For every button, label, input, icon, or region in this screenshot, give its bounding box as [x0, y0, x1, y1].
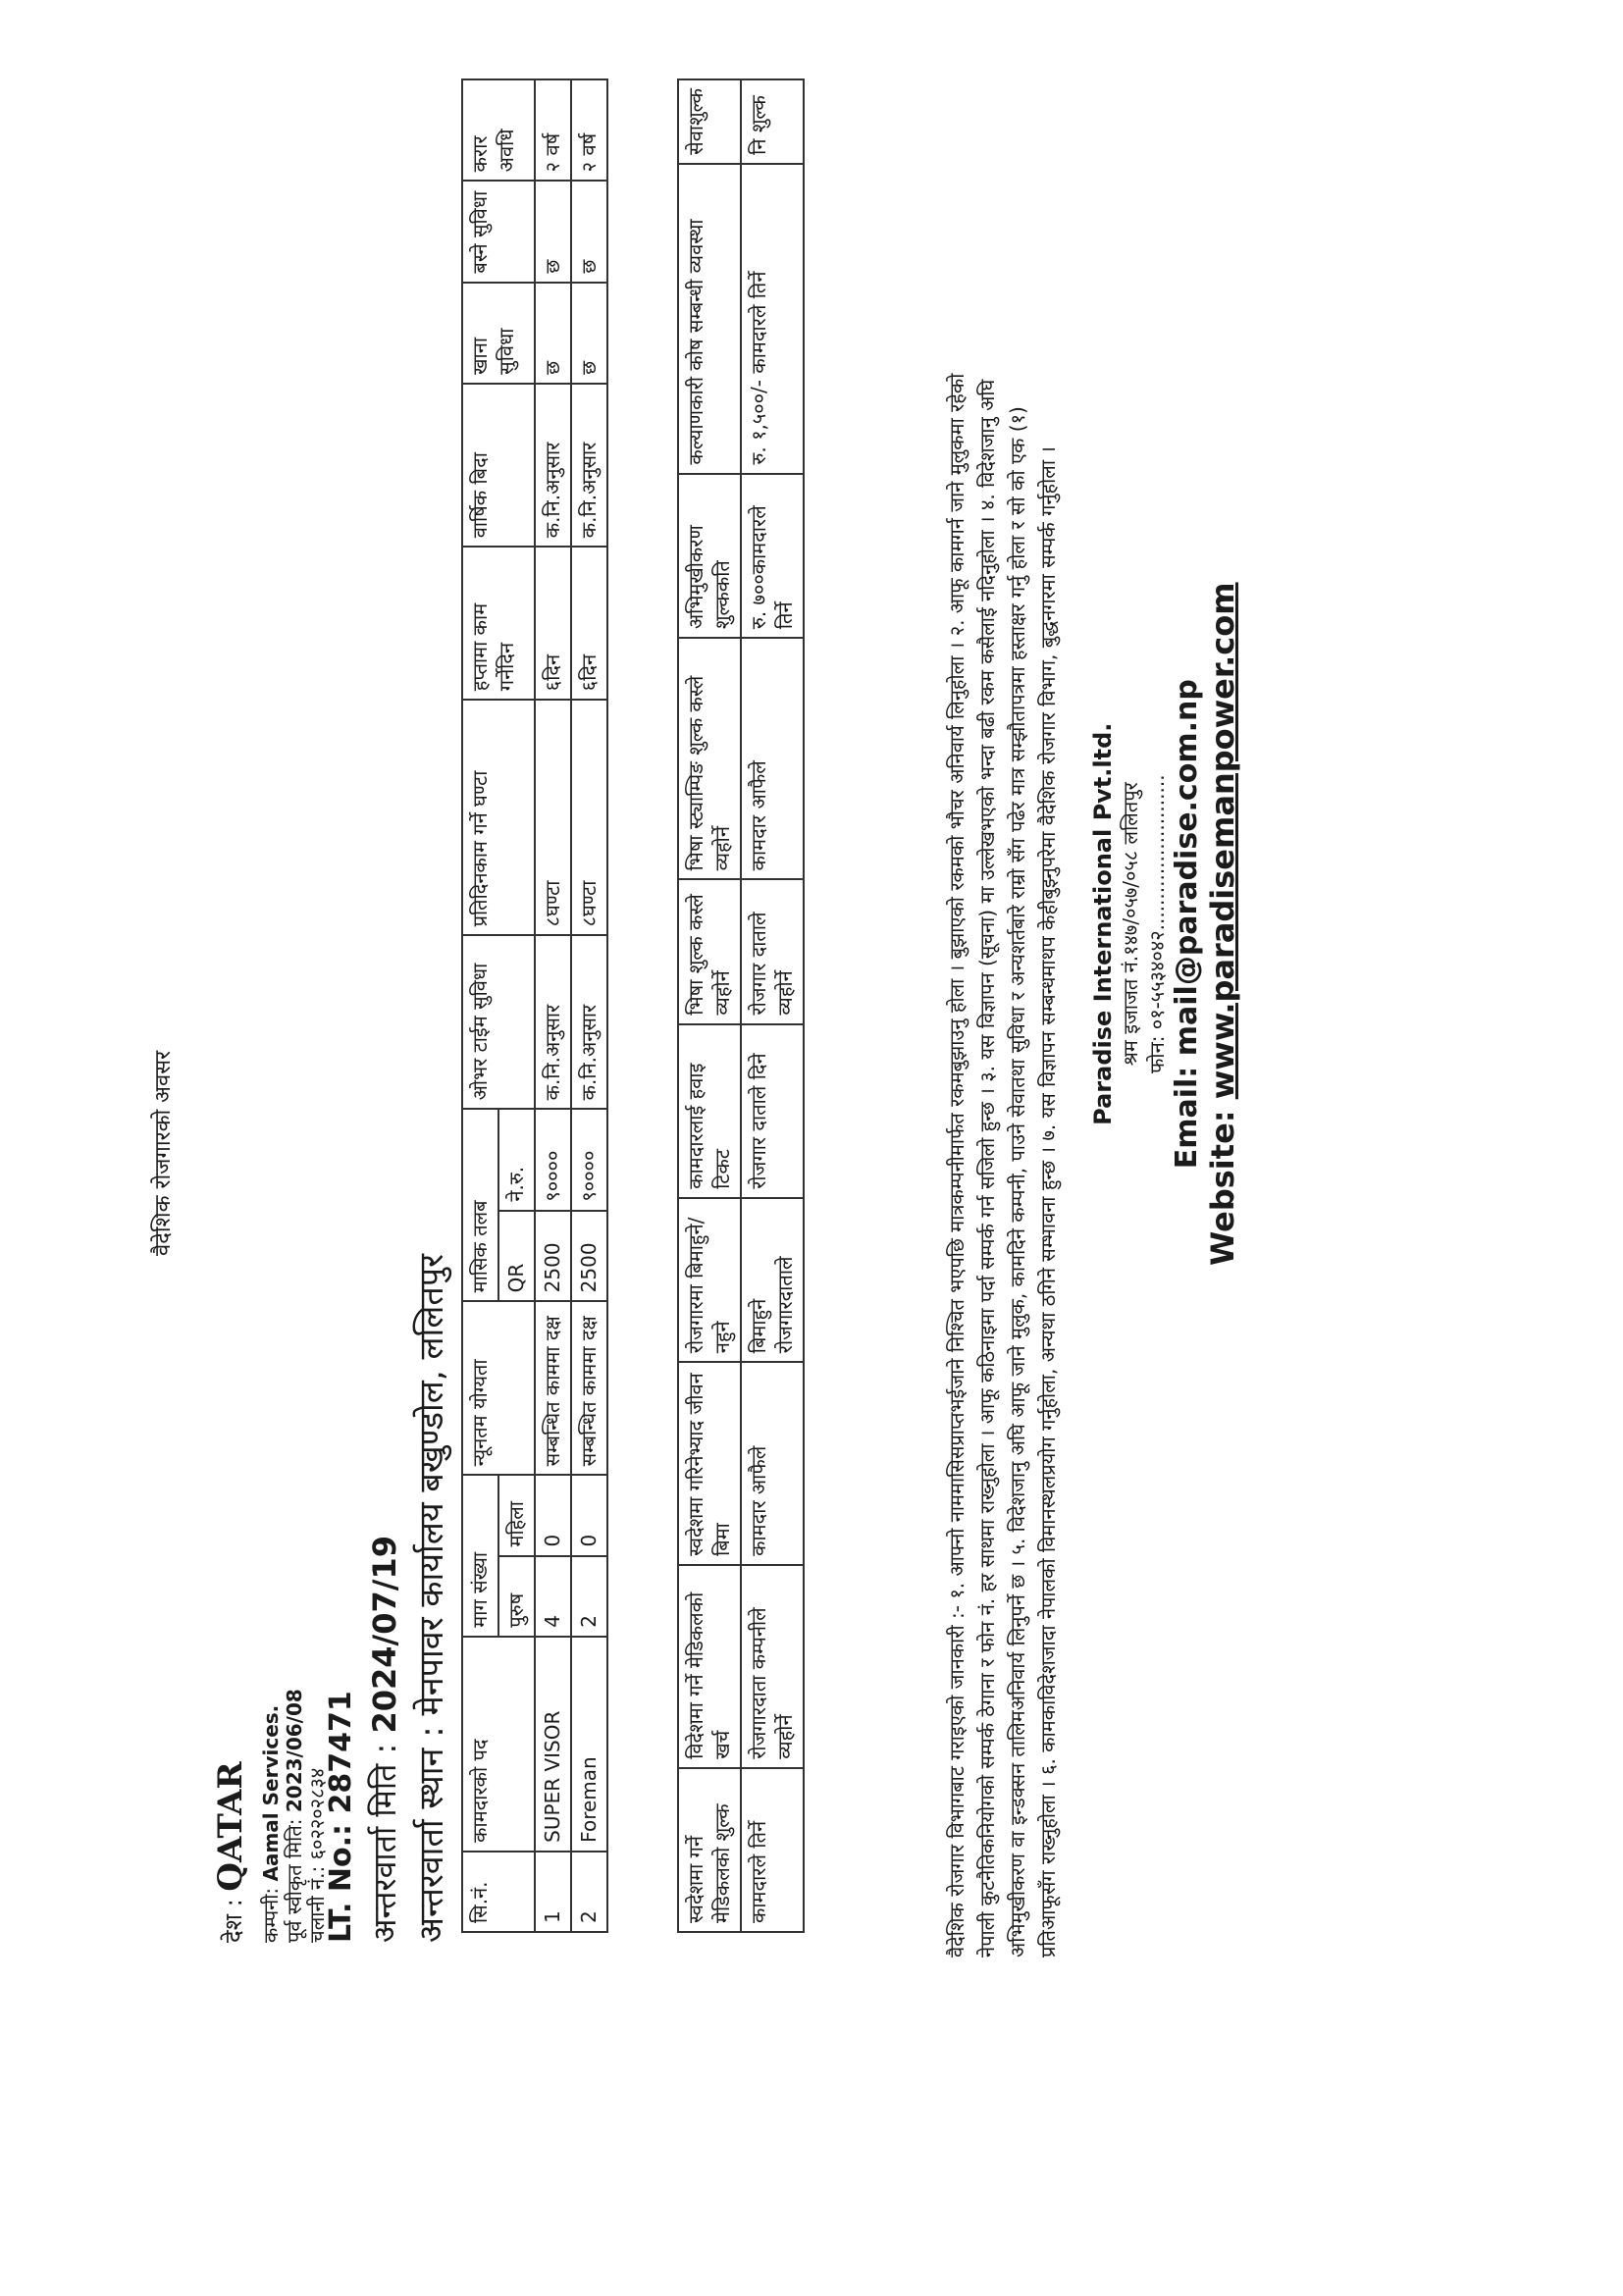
website-label: Website: — [1204, 1110, 1241, 1266]
cell-days: ६दिन — [571, 547, 607, 700]
chalani-label: चलानी नं.: — [305, 1865, 329, 1943]
cell-qualification: सम्बन्धित काममा दक्ष — [571, 1301, 607, 1475]
header-contract: करार अवधि — [462, 79, 535, 181]
fee-air-ticket: रोजगार दाताले दिने — [741, 1024, 804, 1198]
chalani-value: ६०२२०२८३४ — [305, 1767, 329, 1860]
fee-header-visa-stamping: भिषा स्ट्याम्पिङ शुल्क कस्ले व्यहोर्ने — [678, 638, 741, 879]
header-npr: ने.रु. — [498, 1109, 535, 1210]
jobs-table — [461, 78, 608, 1933]
email-address[interactable]: mail@paradise.com.np — [1170, 679, 1204, 1057]
fee-visa-stamping: कामदार आफैले — [741, 638, 804, 879]
cell-qr: 2500 — [571, 1211, 607, 1302]
header-male: पुरुष — [498, 1556, 535, 1637]
website-link[interactable]: www.paradisemanpower.com — [1204, 582, 1241, 1100]
country-line — [211, 1761, 250, 1943]
approval-date: 2023/06/08 — [283, 1689, 306, 1813]
header-post: कामदारको पद — [462, 1637, 535, 1852]
lt-label: LT. No.: — [324, 1823, 358, 1943]
email-line — [1170, 582, 1204, 1266]
fee-abroad-medical: रोजगारदाता कम्पनीले व्यहोर्ने — [741, 1565, 804, 1768]
header-demand: माग संख्या — [462, 1475, 498, 1636]
company-value: Aamal Services. — [259, 1704, 283, 1882]
cell-sn: 1 — [535, 1852, 571, 1932]
website-line — [1204, 582, 1241, 1266]
fee-header-air-ticket: कामदारलाई हवाइ टिकट — [678, 1024, 741, 1198]
header-salary: मासिक तलब — [462, 1109, 498, 1301]
cell-male: 2 — [571, 1556, 607, 1637]
cell-contract: २ वर्ष — [535, 79, 571, 181]
cell-leave: क.नि.अनुसार — [571, 384, 607, 547]
agency-name: Paradise International Pvt.ltd. — [1089, 722, 1117, 1125]
document-heading: वैदेशिक रोजगारको अवसर — [151, 1050, 176, 1256]
cell-food: छ — [571, 283, 607, 384]
cell-overtime: क.नि.अनुसार — [571, 935, 607, 1109]
lt-number-line — [324, 1691, 358, 1943]
cell-post: Foreman — [571, 1637, 607, 1852]
lt-value: 287471 — [324, 1691, 358, 1814]
cell-qr: 2500 — [535, 1211, 571, 1302]
license-number: श्रम इजाजत नं.१४७/०५७/०५८ ललितपुर — [1119, 782, 1142, 1067]
cell-hours: ८घण्टा — [535, 700, 571, 935]
fees-header-row — [678, 79, 741, 1932]
header-female: महिला — [498, 1475, 535, 1555]
fee-header-welfare-fund: कल्याणकारी कोष सम्बन्धी व्यवस्था — [678, 164, 741, 474]
cell-qualification: सम्बन्धित काममा दक्ष — [535, 1301, 571, 1475]
fee-job-insurance: बिमाहुने रोजगारदाताले — [741, 1198, 804, 1362]
header-food: खाना सुविधा — [462, 283, 535, 384]
country-value: QATAR — [211, 1761, 250, 1892]
header-qualification: न्यूनतम योग्यता — [462, 1301, 535, 1475]
fee-home-medical: कामदारले तिर्ने — [741, 1768, 804, 1932]
fee-header-orientation: अभिमुखीकरण शुल्ककति — [678, 474, 741, 639]
country-label: देश : — [220, 1899, 247, 1943]
phone-number: फोन: ०१-५५३४०४२......................... — [1145, 774, 1169, 1073]
cell-hours: ८घण्टा — [571, 700, 607, 935]
fee-header-abroad-medical: विदेशमा गर्ने मेडिकलको खर्च — [678, 1565, 741, 1768]
cell-overtime: क.नि.अनुसार — [535, 935, 571, 1109]
interview-place-label: अन्तरवार्ता स्थान : — [412, 1726, 451, 1943]
fee-header-life-insurance: स्वदेशमा गरिनेभ्याद जीवन बिमा — [678, 1362, 741, 1565]
fee-header-job-insurance: रोजगारमा बिमाहुने/नहुने — [678, 1198, 741, 1362]
header-overtime: ओभर टाईम सुविधा — [462, 935, 535, 1109]
header-accommodation: बस्ने सुविधा — [462, 181, 535, 282]
cell-npr: ९०००० — [571, 1109, 607, 1210]
fee-welfare-fund: रु. १,५००/- कामदारले तिर्ने — [741, 164, 804, 474]
fee-service-charge: नि शुल्क — [741, 79, 804, 164]
header-hours: प्रतिदिनकाम गर्ने घण्टा — [462, 700, 535, 935]
department-notice: वैदेशिक रोजगार विभागबाट गराइएको जानकारी :- १. आफ्नो नाममासिसप्राप्तभईजाने निश्चित भएपछि मात्रकम्पनीमार्फत रकमबुझाउनु होला । बुझाएको रकमको भौचर अनिवार्य लिनुहोला । २. आफू कामगर्न जाने मुलुकमा रहेको नेपाली कुटनैतिकनियोगको सम्पर्क ठेगाना र फोन नं. हर साथमा राख्नुहोला । आफू कठिनाइमा पर्दा सम्पर्क गर्न सजिलो हुन्छ । ३. यस विज्ञापन (सूचना) मा उल्लेखभएको भन्दा बढी रकम कसैलाई नदिनुहोला । ४. विदेशजानु अघि अभिमुखीकरण वा इन्डक्सन तालिमअनिवार्य लिनुपर्ने छ । ५. विदेशजानु अघि आफू जाने मुलुक, कामदिने कम्पनी, पाउने सेवातथा सुविधा र अन्यशर्तबारे राम्रो सँग पढेर मात्र सम्झौतापत्रमा हस्ताक्षर गर्नु होला र सो को एक (१) प्रतिआफूसँग राख्नुहोला । ६. कामकाविदेशजादा नेपालको विमानस्थलप्रयोग गर्नुहोला, अन्यथा ठगिने सम्भावना हुन्छ । ७. यस विज्ञापन सम्बन्धमाथप केहीबुझ्नुपरेमा वैदेशिक रोजगार विभाग, बुद्धनगरमा सम्पर्क गर्नुहोला । — [945, 373, 1060, 1957]
fee-header-home-medical: स्वदेशमा गर्ने मेडिकलको शुल्क — [678, 1768, 741, 1932]
table-row — [571, 79, 607, 1932]
interview-date-label: अन्तरवार्ता मिति : — [366, 1743, 403, 1943]
interview-place-line — [407, 1254, 452, 1943]
email-label: Email: — [1170, 1066, 1204, 1170]
cell-male: 4 — [535, 1556, 571, 1637]
company-label: कम्पनी: — [259, 1887, 283, 1943]
cell-days: ६दिन — [535, 547, 571, 700]
interview-date-value: 2024/07/19 — [366, 1536, 403, 1734]
fees-table — [677, 78, 805, 1933]
table-row — [535, 79, 571, 1932]
fee-orientation: रु. ७००कामदारले तिर्ने — [741, 474, 804, 639]
cell-accommodation: छ — [535, 181, 571, 282]
fee-header-visa-fee: भिषा शुल्क कस्ले व्यहोर्ने — [678, 879, 741, 1023]
cell-npr: ९०००० — [535, 1109, 571, 1210]
agency-footer — [1089, 582, 1241, 1266]
approval-label: पूर्व स्वीकृत मिति: — [283, 1818, 306, 1943]
cell-female: 0 — [571, 1475, 607, 1555]
header-sn: सि.नं. — [462, 1852, 535, 1932]
company-line — [257, 1705, 284, 1943]
cell-accommodation: छ — [571, 181, 607, 282]
interview-date-line — [363, 1536, 405, 1943]
cell-leave: क.नि.अनुसार — [535, 384, 571, 547]
fees-value-row — [741, 79, 804, 1932]
table-header-row — [462, 79, 498, 1932]
cell-sn: 2 — [571, 1852, 607, 1932]
interview-place-value: मेनपावर कार्यालय बखुण्डोल, ललितपुर — [412, 1254, 451, 1716]
cell-food: छ — [535, 283, 571, 384]
fee-visa-fee: रोजगार दाताले व्यहोर्ने — [741, 879, 804, 1023]
cell-female: 0 — [535, 1475, 571, 1555]
cell-post: SUPER VISOR — [535, 1637, 571, 1852]
fee-life-insurance: कामदार आफैले — [741, 1362, 804, 1565]
header-qr: QR — [498, 1211, 535, 1302]
header-days: हप्तामा काम गर्नेदिन — [462, 547, 535, 700]
header-leave: वार्षिक बिदा — [462, 384, 535, 547]
fee-header-service-charge: सेवाशुल्क — [678, 79, 741, 164]
cell-contract: २ वर्ष — [571, 79, 607, 181]
